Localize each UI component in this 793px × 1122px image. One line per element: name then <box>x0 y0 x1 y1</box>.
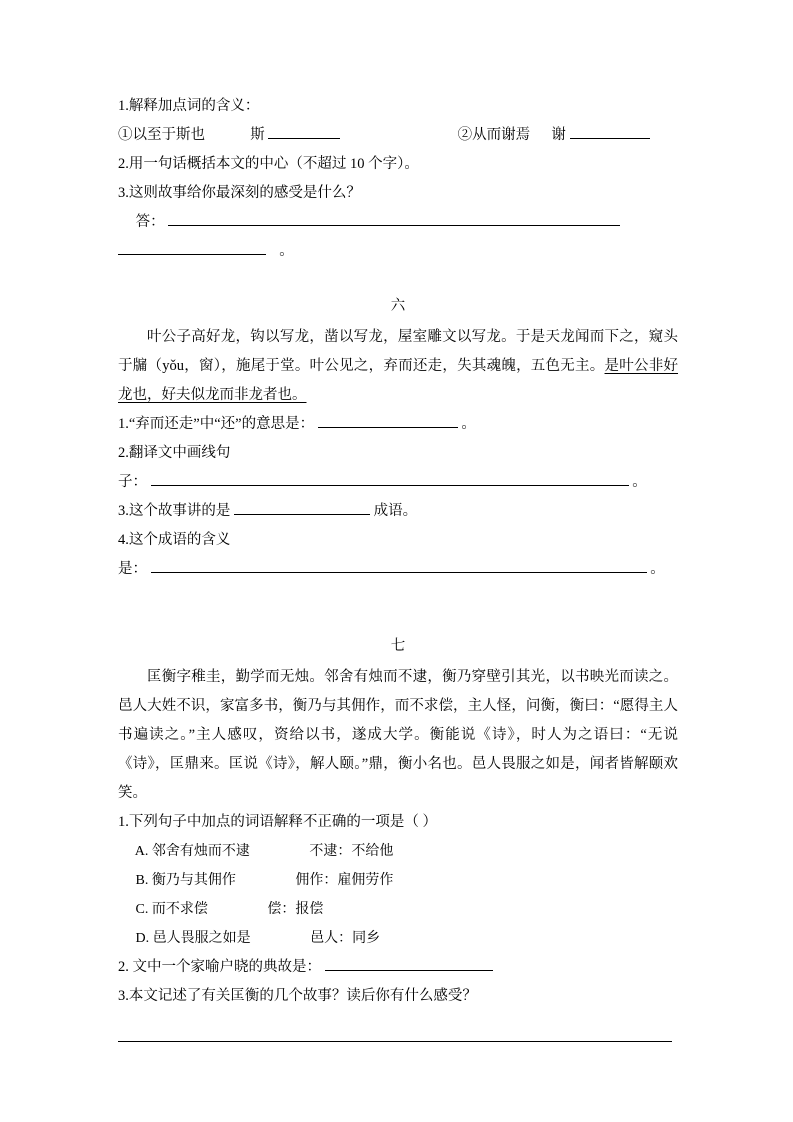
question-2-label: 2.用一句话概括本文的中心（不超过 10 个字）。 <box>118 156 419 172</box>
answer-row-1 <box>118 208 678 237</box>
question-1-item-2: ②从而谢焉 <box>457 127 531 143</box>
section-six-q4-end: 。 <box>650 561 665 577</box>
question-3-label: 3.这则故事给你最深刻的感受是什么？ <box>118 185 361 201</box>
section-six-q1-post: 。 <box>461 416 476 432</box>
section-six-q1-blank[interactable] <box>318 411 458 428</box>
section-six-q2-cont: 子： <box>118 474 147 490</box>
option-b-text: B. 衡乃与其佣作 <box>135 873 236 888</box>
section-six-body <box>118 323 678 410</box>
section-six-question-3 <box>118 497 678 526</box>
section-six-q3-blank[interactable] <box>234 498 370 515</box>
question-1-item-1-blank[interactable] <box>268 122 340 139</box>
section-seven-title: 七 <box>390 638 406 654</box>
option-a-text: A. 邻舍有烛而不逮 <box>134 844 250 859</box>
option-b-gloss: 佣作：雇佣劳作 <box>295 873 394 888</box>
section-six-question-1 <box>118 410 678 439</box>
answer-end-period: 。 <box>279 243 294 259</box>
section-six-q3-pre: 3.这个故事讲的是 <box>118 503 231 519</box>
option-d[interactable] <box>118 924 678 953</box>
section-six-q1-pre: 1.“弃而还走”中“还”的意思是： <box>118 416 315 432</box>
answer-label: 答： <box>135 214 165 230</box>
section-six-q2-blank[interactable] <box>151 469 629 486</box>
section-six-q2-end: 。 <box>632 474 647 490</box>
question-1-items <box>118 121 678 150</box>
option-d-text: D. 邑人畏服之如是 <box>135 931 251 946</box>
document-content <box>118 92 678 1042</box>
answer-rule-final <box>118 1041 672 1042</box>
option-c-text: C. 而不求偿 <box>135 902 208 917</box>
answer-row-2 <box>118 237 678 266</box>
option-b[interactable] <box>118 866 678 895</box>
option-c[interactable] <box>118 895 678 924</box>
question-1-label: 1.解释加点词的含义： <box>118 98 260 114</box>
option-a-gloss: 不逮：不给他 <box>309 844 394 859</box>
question-1-item-2-word: 谢 <box>551 127 566 143</box>
answer-blank-line-1[interactable] <box>168 209 620 226</box>
answer-blank-line-2[interactable] <box>118 238 266 255</box>
section-six-question-4-answer <box>118 555 678 584</box>
section-seven-question-1: 1.下列句子中加点的词语解释不正确的一项是（ ） <box>118 814 437 830</box>
question-1-item-1: ①以至于斯也 <box>118 127 205 143</box>
section-seven-question-3: 3.本文记述了有关匡衡的几个故事？读后你有什么感受？ <box>118 988 477 1004</box>
section-six-question-4: 4.这个成语的含义 <box>118 532 231 548</box>
question-1-item-2-blank[interactable] <box>570 122 650 139</box>
section-six-question-2-answer <box>118 468 678 497</box>
section-six-question-2: 2.翻译文中画线句 <box>118 445 231 461</box>
option-d-gloss: 邑人：同乡 <box>310 931 381 946</box>
option-a[interactable] <box>118 837 678 866</box>
option-c-gloss: 偿：报偿 <box>267 902 324 917</box>
section-six-q3-post: 成语。 <box>373 503 418 519</box>
section-seven-question-2 <box>118 953 678 982</box>
section-seven-body: 匡衡字稚圭，勤学而无烛。邻舍有烛而不逮，衡乃穿壁引其光，以书映光而读之。邑人大姓不识，家富多书，衡乃与其佣作，而不求偿，主人怪，问衡，衡曰：“愿得主人书遍读之。”主人感叹，资给以书，遂成大学。衡能说《诗》，时人为之语曰：“无说《诗》，匡鼎来。匡说《诗》，解人颐。”鼎，衡小名也。邑人畏服之如是，闻者皆解颐欢笑。 <box>118 669 678 801</box>
section-seven-q2-blank[interactable] <box>325 954 493 971</box>
section-six-body-underlined: 是叶公非好龙也，好夫似龙而非龙者也。 <box>118 358 679 403</box>
question-1-item-1-word: 斯 <box>250 127 265 143</box>
section-six-body-text: 叶公子高好龙，钩以写龙，凿以写龙，屋室雕文以写龙。于是天龙闻而下之，窥头于牖（yǒu，窗），施尾于堂。叶公见之，弃而还走，失其魂魄，五色无主。 <box>118 329 678 374</box>
section-seven-q2-text: 2. 文中一个家喻户晓的典故是： <box>118 959 321 975</box>
section-six-q4-blank[interactable] <box>151 556 647 573</box>
section-six-q4-cont: 是： <box>118 561 147 577</box>
section-six-title: 六 <box>390 298 406 314</box>
